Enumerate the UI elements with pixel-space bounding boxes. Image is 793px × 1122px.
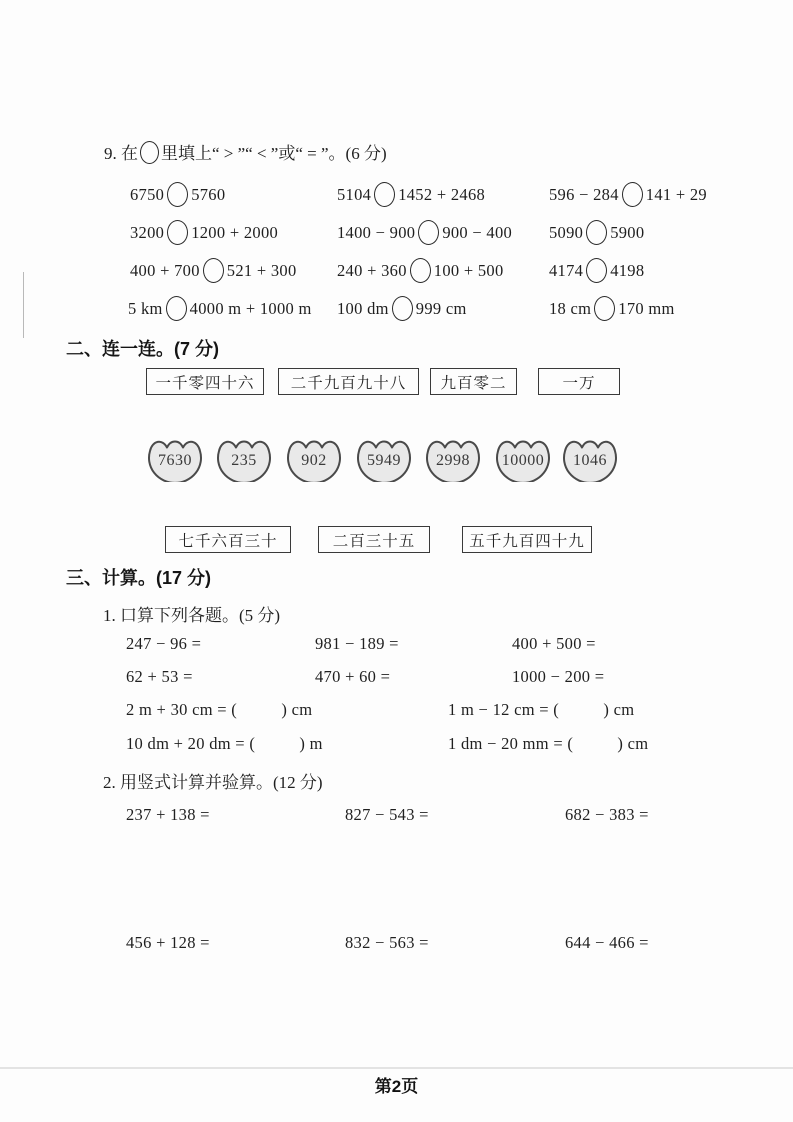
word-box-bottom[interactable]: 二百三十五 <box>318 526 430 553</box>
answer-circle[interactable] <box>167 182 188 207</box>
answer-circle[interactable] <box>167 220 188 245</box>
comparison-item <box>337 220 512 245</box>
oral-problem: 470 + 60 = <box>315 667 391 686</box>
comparison-item <box>549 296 675 321</box>
left-expression: 596 − 284 <box>549 185 619 204</box>
left-expression: 240 + 360 <box>337 261 407 280</box>
comparison-item <box>549 258 644 283</box>
right-expression: 5900 <box>610 223 645 242</box>
page-bottom-rule <box>0 1067 793 1069</box>
question-9-heading-suffix: 里填上“ > ”“ < ”或“ = ”。(6 分) <box>161 144 387 163</box>
word-box-top[interactable]: 九百零二 <box>430 368 517 395</box>
answer-circle[interactable] <box>586 220 607 245</box>
word-box-top[interactable]: 二千九百九十八 <box>278 368 419 395</box>
left-expression: 400 + 700 <box>130 261 200 280</box>
oral-calc-heading: 1. 口算下列各题。(5 分) <box>103 606 281 625</box>
flower-value: 2998 <box>436 451 470 469</box>
right-expression: 170 mm <box>618 299 675 318</box>
vertical-calc-heading: 2. 用竖式计算并验算。(12 分) <box>103 773 323 792</box>
answer-circle[interactable] <box>586 258 607 283</box>
answer-circle[interactable] <box>374 182 395 207</box>
left-expression: 6750 <box>130 185 165 204</box>
flower-number[interactable] <box>212 430 276 482</box>
flower-value: 10000 <box>501 451 545 469</box>
right-expression: 999 cm <box>415 299 467 318</box>
vertical-calc-problem: 827 − 543 = <box>345 805 429 824</box>
left-expression: 1400 − 900 <box>337 223 416 242</box>
flower-number[interactable] <box>282 430 346 482</box>
left-expression: 5104 <box>337 185 372 204</box>
flower-value: 7630 <box>158 451 192 469</box>
unit-conversion-problem: 10 dm + 20 dm = ( ) m <box>126 734 323 753</box>
comparison-item <box>337 182 485 207</box>
oral-problem: 400 + 500 = <box>512 634 596 653</box>
answer-circle[interactable] <box>392 296 413 321</box>
flower-number[interactable] <box>143 430 207 482</box>
flower-value: 1046 <box>573 451 607 469</box>
flower-number[interactable] <box>352 430 416 482</box>
left-expression: 4174 <box>549 261 584 280</box>
word-box-bottom[interactable]: 五千九百四十九 <box>462 526 592 553</box>
right-expression: 141 + 29 <box>645 185 707 204</box>
question-9-heading <box>104 139 387 164</box>
oral-problem: 62 + 53 = <box>126 667 193 686</box>
left-expression: 100 dm <box>337 299 389 318</box>
oral-problem: 981 − 189 = <box>315 634 399 653</box>
right-expression: 521 + 300 <box>226 261 297 280</box>
unit-conversion-problem: 1 m − 12 cm = ( ) cm <box>448 700 635 719</box>
comparison-item <box>337 296 467 321</box>
section-2-heading: 二、连一连。(7 分) <box>66 339 219 359</box>
page-number: 第2页 <box>374 1077 419 1096</box>
flower-value: 5949 <box>367 451 401 469</box>
flower-value: 902 <box>301 451 327 469</box>
unit-conversion-problem: 2 m + 30 cm = ( ) cm <box>126 700 313 719</box>
right-expression: 100 + 500 <box>433 261 504 280</box>
flower-number[interactable] <box>491 430 555 482</box>
word-box-top[interactable]: 一万 <box>538 368 620 395</box>
right-expression: 900 − 400 <box>442 223 513 242</box>
vertical-calc-problem: 237 + 138 = <box>126 805 210 824</box>
vertical-calc-problem: 682 − 383 = <box>565 805 649 824</box>
answer-circle[interactable] <box>410 258 431 283</box>
section-3-heading: 三、计算。(17 分) <box>66 568 212 588</box>
left-expression: 3200 <box>130 223 165 242</box>
right-expression: 1452 + 2468 <box>398 185 486 204</box>
unit-conversion-problem: 1 dm − 20 mm = ( ) cm <box>448 734 649 753</box>
vertical-calc-problem: 832 − 563 = <box>345 933 429 952</box>
flower-value: 235 <box>231 451 257 469</box>
comparison-item <box>130 220 278 245</box>
oral-problem: 247 − 96 = <box>126 634 202 653</box>
word-box-top[interactable]: 一千零四十六 <box>146 368 264 395</box>
right-expression: 1200 + 2000 <box>191 223 279 242</box>
left-expression: 5 km <box>128 299 163 318</box>
question-9-heading-prefix: 9. 在 <box>104 144 138 163</box>
comparison-item <box>337 258 504 283</box>
right-expression: 4198 <box>610 261 645 280</box>
blank-circle-icon <box>140 141 159 164</box>
vertical-calc-problem: 644 − 466 = <box>565 933 649 952</box>
scan-edge-artifact <box>23 272 24 338</box>
comparison-item <box>128 296 312 321</box>
flower-number[interactable] <box>558 430 622 482</box>
comparison-item <box>549 182 707 207</box>
oral-problem: 1000 − 200 = <box>512 667 605 686</box>
comparison-item <box>130 182 225 207</box>
right-expression: 4000 m + 1000 m <box>189 299 312 318</box>
answer-circle[interactable] <box>418 220 439 245</box>
flower-number[interactable] <box>421 430 485 482</box>
answer-circle[interactable] <box>622 182 643 207</box>
answer-circle[interactable] <box>166 296 187 321</box>
comparison-item <box>549 220 644 245</box>
vertical-calc-problem: 456 + 128 = <box>126 933 210 952</box>
left-expression: 5090 <box>549 223 584 242</box>
answer-circle[interactable] <box>203 258 224 283</box>
word-box-bottom[interactable]: 七千六百三十 <box>165 526 291 553</box>
comparison-item <box>130 258 297 283</box>
answer-circle[interactable] <box>594 296 615 321</box>
right-expression: 5760 <box>191 185 226 204</box>
left-expression: 18 cm <box>549 299 592 318</box>
